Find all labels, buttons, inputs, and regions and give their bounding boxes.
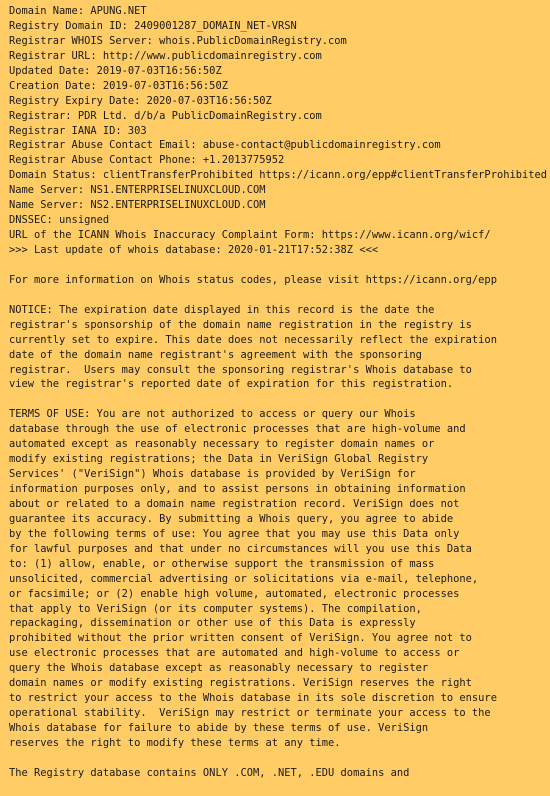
whois-line-domain-name: Domain Name: APUNG.NET	[9, 5, 147, 17]
whois-line-creation-date: Creation Date: 2019-07-03T16:56:50Z	[9, 79, 228, 92]
terms-line: operational stability. VeriSign may restrict or terminate your access to the	[9, 707, 491, 720]
whois-line-domain-status: Domain Status: clientTransferProhibited https://icann.org/epp#clientTransferProhibited	[9, 169, 547, 182]
terms-line: to: (1) allow, enable, or otherwise support the transmission of mass	[9, 557, 435, 570]
terms-line: TERMS OF USE: You are not authorized to access or query our Whois	[9, 408, 416, 421]
terms-line	[9, 751, 550, 766]
blank-line	[9, 288, 550, 303]
terms-line: domain names or modify existing registrations. VeriSign reserves the right	[9, 677, 472, 690]
whois-line-registrar-iana-id: Registrar IANA ID: 303	[9, 124, 147, 137]
terms-line: about or related to a domain name registration record. VeriSign does not	[9, 497, 460, 510]
terms-line: guarantee its accuracy. By submitting a Whois query, you agree to abide	[9, 512, 454, 525]
whois-line-name-server-1: Name Server: NS1.ENTERPRISELINUXCLOUD.COM	[9, 184, 266, 197]
whois-line-dnssec: DNSSEC: unsigned	[9, 214, 110, 227]
notice-line: registrar's sponsorship of the domain name registration in the registry is	[9, 318, 472, 331]
terms-line: to restrict your access to the Whois database in its sole discretion to ensure	[9, 692, 497, 705]
whois-line-registrar-whois-server: Registrar WHOIS Server: whois.PublicDomainRegistry.com	[9, 34, 347, 47]
whois-line-status-codes-info: For more information on Whois status codes, please visit https://icann.org/epp	[9, 273, 497, 286]
terms-line: Services' ("VeriSign") Whois database is provided by VeriSign for	[9, 468, 416, 481]
whois-line-registry-domain-id: Registry Domain ID: 2409001287_DOMAIN_NET-VRSN	[9, 19, 297, 32]
terms-line: database through the use of electronic processes that are high-volume and	[9, 423, 466, 436]
registry-scope-line	[9, 781, 550, 796]
notice-line: NOTICE: The expiration date displayed in this record is the date the	[9, 303, 435, 316]
whois-line-last-update: >>> Last update of whois database: 2020-01-21T17:52:38Z <<<	[9, 244, 379, 256]
terms-line: by the following terms of use: You agree that you may use this Data only	[9, 527, 460, 540]
terms-line: unsolicited, commercial advertising or solicitations via e-mail, telephone,	[9, 572, 479, 585]
terms-line: repackaging, dissemination or other use of this Data is expressly	[9, 617, 416, 630]
terms-line: query the Whois database except as reasonably necessary to register	[9, 662, 429, 675]
terms-line: reserves the right to modify these terms at any time.	[9, 736, 341, 749]
whois-line-expiry-date: Registry Expiry Date: 2020-07-03T16:56:50Z	[9, 94, 272, 107]
terms-line: for lawful purposes and that under no circumstances will you use this Data	[9, 542, 472, 555]
whois-line-abuse-email: Registrar Abuse Contact Email: abuse-contact@publicdomainregistry.com	[9, 139, 441, 152]
terms-line: information purposes only, and to assist persons in obtaining information	[9, 483, 466, 495]
whois-line-name-server-2: Name Server: NS2.ENTERPRISELINUXCLOUD.COM	[9, 199, 266, 212]
terms-line: automated except as reasonably necessary to register domain names or	[9, 438, 435, 451]
notice-line: view the registrar's reported date of expiration for this registration.	[9, 378, 454, 391]
terms-line: Whois database for failure to abide by these terms of use. VeriSign	[9, 722, 429, 734]
terms-line: modify existing registrations; the Data in VeriSign Global Registry	[9, 453, 429, 466]
terms-line: or facsimile; or (2) enable high volume, automated, electronic processes	[9, 587, 460, 600]
whois-line-updated-date: Updated Date: 2019-07-03T16:56:50Z	[9, 64, 222, 77]
terms-line: use electronic processes that are automated and high-volume to access or	[9, 647, 460, 660]
notice-line: currently set to expire. This date does not necessarily reflect the expiration	[9, 333, 497, 346]
terms-line: that apply to VeriSign (or its computer systems). The compilation,	[9, 602, 422, 615]
whois-line-registrar: Registrar: PDR Ltd. d/b/a PublicDomainRegistry.com	[9, 109, 322, 122]
blank-line: The Registry database contains ONLY .COM, .NET, .EDU domains and	[9, 766, 410, 779]
whois-line-abuse-phone: Registrar Abuse Contact Phone: +1.2013775952	[9, 154, 285, 167]
whois-line-registrar-url: Registrar URL: http://www.publicdomainregistry.com	[9, 49, 322, 62]
notice-line: date of the domain name registrant's agreement with the sponsoring	[9, 348, 422, 361]
notice-line: registrar. Users may consult the sponsoring registrar's Whois database to	[9, 363, 472, 376]
terms-line: prohibited without the prior written consent of VeriSign. You agree not to	[9, 632, 472, 645]
whois-line-icann-complaint-url: URL of the ICANN Whois Inaccuracy Complaint Form: https://www.icann.org/wicf/	[9, 229, 491, 242]
blank-line	[9, 258, 550, 273]
blank-line	[9, 392, 550, 407]
